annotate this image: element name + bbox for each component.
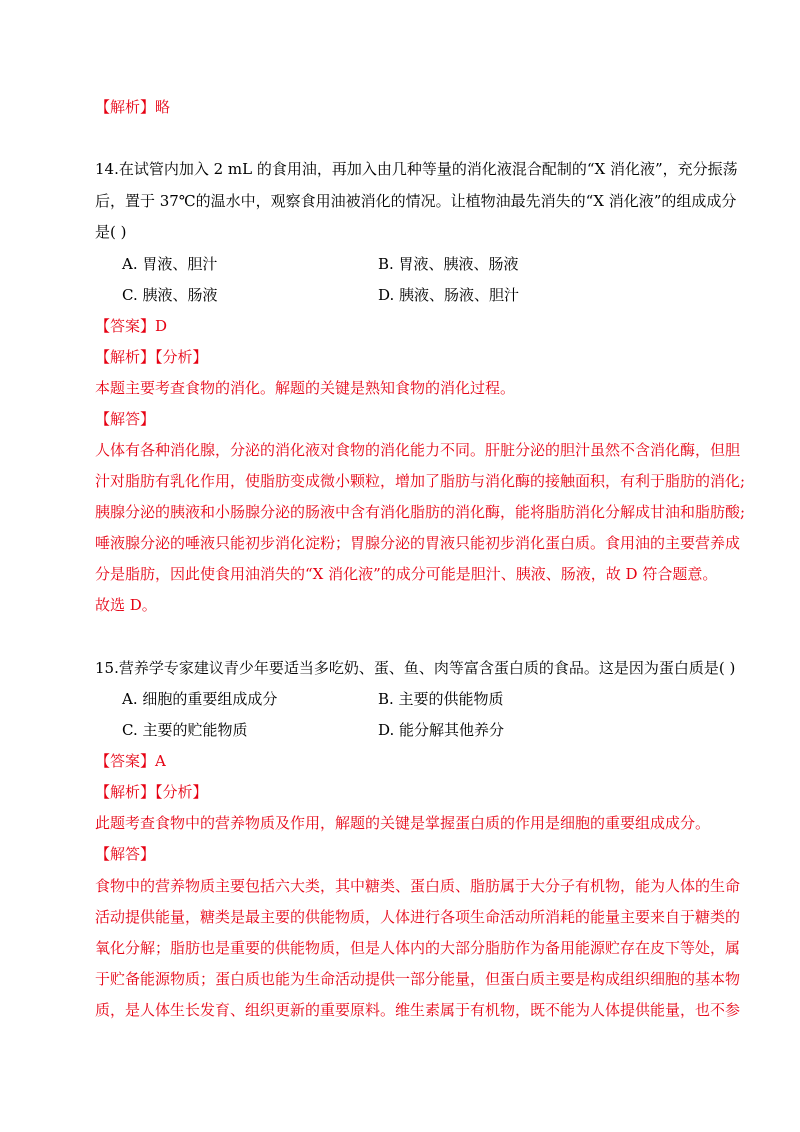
q14-option-c: C. 胰液、肠液 bbox=[122, 286, 218, 304]
q15-answer bbox=[95, 751, 715, 771]
q15-solution-line-3: 氧化分解；脂肪也是重要的供能物质，但是人体内的大部分脂肪作为备用能源贮存在皮下等处，属 bbox=[95, 939, 741, 957]
q14-solution-line-3: 胰腺分泌的胰液和小肠腺分泌的肠液中含有消化脂肪的消化酶，能将脂肪消化分解成甘油和脂肪酸; bbox=[95, 503, 746, 521]
q14-stem-line-3: 是( ) bbox=[95, 223, 127, 241]
q15-analysis-text: 此题考查食物中的营养物质及作用，解题的关键是掌握蛋白质的作用是细胞的重要组成成分。 bbox=[95, 814, 711, 832]
q14-answer-value: D bbox=[155, 317, 168, 335]
q14-solution-line-5: 分是脂肪，因此使食用油消失的“X 消化液”的成分可能是胆汁、胰液、肠液，故 D 符合题意。 bbox=[95, 565, 718, 583]
q15-stem: 15.营养学专家建议青少年要适当多吃奶、蛋、鱼、肉等富含蛋白质的食品。这是因为蛋白质是( ) bbox=[95, 659, 736, 677]
q14-stem-line-1: 14.在试管内加入 2 mL 的食用油，再加入由几种等量的消化液混合配制的“X 消化液”，充分振荡 bbox=[95, 160, 738, 178]
q14-answer bbox=[95, 316, 715, 336]
q15-analysis-header: 【解析】【分析】 bbox=[95, 783, 208, 801]
q14-conclusion: 故选 D。 bbox=[95, 596, 157, 614]
q13-analysis-label: 【解析】 bbox=[95, 98, 156, 116]
q14-option-d: D. 胰液、肠液、胆汁 bbox=[378, 286, 520, 304]
q14-analysis-header: 【解析】【分析】 bbox=[95, 348, 208, 366]
q15-solution-line-5: 质，是人体生长发育、组织更新的重要原料。维生素属于有机物，既不能为人体提供能量，也不参 bbox=[95, 1001, 741, 1019]
q15-solution-line-4: 于贮备能源物质；蛋白质也能为生命活动提供一部分能量，但蛋白质主要是构成组织细胞的基本物 bbox=[95, 970, 741, 988]
q15-solution-line-1: 食物中的营养物质主要包括六大类，其中糖类、蛋白质、脂肪属于大分子有机物，能为人体的生命 bbox=[95, 877, 741, 895]
q14-solution-header: 【解答】 bbox=[95, 410, 156, 428]
q14-stem-line-2: 后，置于 37℃的温水中，观察食用油被消化的情况。让植物油最先消失的“X 消化液”的组成成分 bbox=[95, 192, 737, 210]
q14-solution-line-4: 唾液腺分泌的唾液只能初步消化淀粉；胃腺分泌的胃液只能初步消化蛋白质。食用油的主要营养成 bbox=[95, 534, 741, 552]
q13-analysis-text: 略 bbox=[155, 98, 171, 116]
q14-solution-line-2: 汁对脂肪有乳化作用，使脂肪变成微小颗粒，增加了脂肪与消化酶的接触面积，有利于脂肪的消化; bbox=[95, 472, 746, 490]
q15-option-d: D. 能分解其他养分 bbox=[378, 721, 505, 739]
q15-solution-header: 【解答】 bbox=[95, 845, 156, 863]
q14-option-a: A. 胃液、胆汁 bbox=[122, 255, 218, 273]
q14-option-b: B. 胃液、胰液、肠液 bbox=[378, 255, 519, 273]
q14-solution-line-1: 人体有各种消化腺，分泌的消化液对食物的消化能力不同。肝脏分泌的胆汁虽然不含消化酶，但胆 bbox=[95, 441, 741, 459]
q15-solution-line-2: 活动提供能量，糖类是最主要的供能物质，人体进行各项生命活动所消耗的能量主要来自于糖类的 bbox=[95, 908, 741, 926]
q15-option-a: A. 细胞的重要组成成分 bbox=[122, 690, 278, 708]
q15-option-c: C. 主要的贮能物质 bbox=[122, 721, 248, 739]
q15-option-b: B. 主要的供能物质 bbox=[378, 690, 504, 708]
q15-answer-label: 【答案】 bbox=[95, 752, 156, 770]
q14-answer-label: 【答案】 bbox=[95, 317, 156, 335]
q15-answer-value: A bbox=[155, 752, 166, 770]
q13-analysis bbox=[95, 97, 715, 117]
q14-analysis-text: 本题主要考查食物的消化。解题的关键是熟知食物的消化过程。 bbox=[95, 379, 516, 397]
